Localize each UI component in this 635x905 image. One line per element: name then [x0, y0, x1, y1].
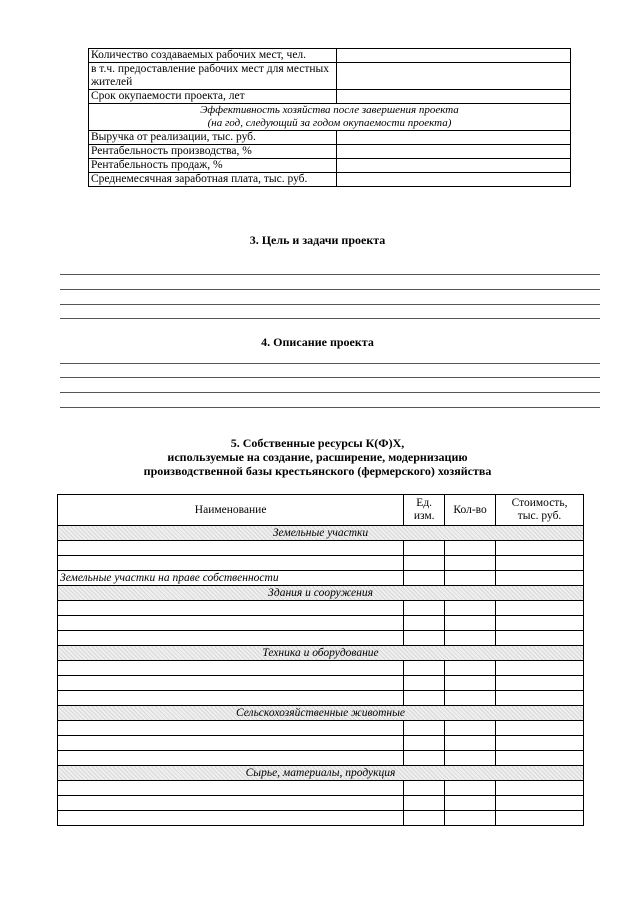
cell[interactable]: [496, 691, 584, 706]
cell[interactable]: [496, 571, 584, 586]
section-label: Земельные участки: [58, 526, 584, 541]
efficiency-subtitle: (на год, следующий за годом окупаемости проекта): [207, 117, 452, 129]
cell[interactable]: [58, 796, 404, 811]
cell[interactable]: [58, 811, 404, 826]
table-row: [89, 145, 571, 159]
cell[interactable]: [445, 796, 496, 811]
land-owned-label: Земельные участки на праве собственности: [58, 571, 404, 586]
indicator-value[interactable]: [337, 49, 571, 63]
indicator-label: в т.ч. предоставление рабочих мест для местных жителей: [89, 63, 337, 90]
writing-line[interactable]: [60, 289, 600, 290]
cell[interactable]: [58, 541, 404, 556]
cell[interactable]: [58, 601, 404, 616]
cell[interactable]: [404, 676, 445, 691]
cell[interactable]: [58, 631, 404, 646]
cell[interactable]: [58, 556, 404, 571]
indicator-label: Рентабельность продаж, %: [89, 159, 337, 173]
section-label: Сырье, материалы, продукция: [58, 766, 584, 781]
cell[interactable]: [496, 721, 584, 736]
cell[interactable]: [404, 541, 445, 556]
cell[interactable]: [404, 631, 445, 646]
col-header-unit-line: изм.: [413, 510, 435, 522]
table-row: [58, 691, 584, 706]
table-row: [58, 781, 584, 796]
table-row: [58, 556, 584, 571]
section-label: Сельскохозяйственные животные: [58, 706, 584, 721]
cell[interactable]: [404, 736, 445, 751]
section5-title: [0, 436, 635, 478]
cell[interactable]: [404, 601, 445, 616]
table-row: [89, 159, 571, 173]
cell[interactable]: [404, 556, 445, 571]
indicator-label: Срок окупаемости проекта, лет: [89, 90, 337, 104]
cell[interactable]: [445, 601, 496, 616]
table-row: [58, 751, 584, 766]
cell[interactable]: [445, 616, 496, 631]
table-row: [89, 90, 571, 104]
writing-line[interactable]: [60, 392, 600, 393]
indicator-value[interactable]: [337, 90, 571, 104]
section-row-buildings: [58, 586, 584, 601]
col-header-name: Наименование: [58, 495, 404, 526]
table-row: [58, 631, 584, 646]
cell[interactable]: [445, 751, 496, 766]
indicator-value[interactable]: [337, 131, 571, 145]
cell[interactable]: [404, 571, 445, 586]
indicator-label: Среднемесячная заработная плата, тыс. руб.: [89, 173, 337, 187]
section-row-animals: [58, 706, 584, 721]
col-header-unit: [404, 495, 445, 526]
cell[interactable]: [58, 616, 404, 631]
cell[interactable]: [404, 781, 445, 796]
indicator-value[interactable]: [337, 63, 571, 90]
cell[interactable]: [445, 811, 496, 826]
efficiency-title: Эффективность хозяйства после завершения проекта: [200, 104, 459, 116]
table-header-row: [58, 495, 584, 526]
cell[interactable]: [58, 781, 404, 796]
table-row: [58, 811, 584, 826]
cell[interactable]: [445, 676, 496, 691]
table-row: [58, 796, 584, 811]
col-header-cost: [496, 495, 584, 526]
section-row-land: [58, 526, 584, 541]
table-row: [89, 131, 571, 145]
table-row: [89, 173, 571, 187]
cell[interactable]: [58, 751, 404, 766]
table-row: [58, 721, 584, 736]
cell[interactable]: [496, 661, 584, 676]
cell[interactable]: [496, 751, 584, 766]
cell[interactable]: [496, 796, 584, 811]
cell[interactable]: [445, 571, 496, 586]
indicator-label: Количество создаваемых рабочих мест, чел.: [89, 49, 337, 63]
table-row: [58, 661, 584, 676]
writing-line[interactable]: [60, 274, 600, 275]
col-header-cost-line: Стоимость,: [511, 497, 568, 509]
cell[interactable]: [445, 661, 496, 676]
section3-title: 3. Цель и задачи проекта: [249, 233, 386, 247]
cell[interactable]: [496, 616, 584, 631]
cell[interactable]: [496, 541, 584, 556]
cell[interactable]: [58, 691, 404, 706]
section-row-equipment: [58, 646, 584, 661]
section-label: Здания и сооружения: [58, 586, 584, 601]
section5-title-line: используемые на создание, расширение, модернизацию: [167, 450, 468, 464]
indicator-value[interactable]: [337, 173, 571, 187]
col-header-unit-line: Ед.: [416, 497, 433, 509]
cell[interactable]: [496, 631, 584, 646]
writing-line[interactable]: [60, 363, 600, 364]
cell[interactable]: [404, 691, 445, 706]
col-header-cost-line: тыс. руб.: [517, 510, 562, 522]
cell[interactable]: [404, 751, 445, 766]
cell[interactable]: [404, 796, 445, 811]
cell[interactable]: [496, 811, 584, 826]
cell[interactable]: [58, 661, 404, 676]
cell[interactable]: [496, 781, 584, 796]
cell[interactable]: [445, 556, 496, 571]
table-row: [89, 49, 571, 63]
cell[interactable]: [404, 811, 445, 826]
table-row: [58, 676, 584, 691]
indicator-value[interactable]: [337, 159, 571, 173]
indicator-label: Выручка от реализации, тыс. руб.: [89, 131, 337, 145]
table-row: [58, 601, 584, 616]
efficiency-header: [89, 104, 571, 131]
indicator-value[interactable]: [337, 145, 571, 159]
section5-title-line: производственной базы крестьянского (фермерского) хозяйства: [143, 464, 492, 478]
project-indicators-table: [88, 48, 571, 187]
cell[interactable]: [496, 601, 584, 616]
section-row-materials: [58, 766, 584, 781]
cell[interactable]: [445, 781, 496, 796]
writing-line[interactable]: [60, 304, 600, 305]
table-row: [89, 63, 571, 90]
cell[interactable]: [496, 676, 584, 691]
writing-line[interactable]: [60, 407, 600, 408]
cell[interactable]: [404, 661, 445, 676]
cell[interactable]: [445, 541, 496, 556]
cell[interactable]: [445, 721, 496, 736]
col-header-qty: Кол-во: [445, 495, 496, 526]
cell[interactable]: [496, 556, 584, 571]
cell[interactable]: [58, 736, 404, 751]
cell[interactable]: [58, 721, 404, 736]
table-row: [58, 571, 584, 586]
table-row: [58, 736, 584, 751]
own-resources-table: [57, 494, 584, 826]
cell[interactable]: [58, 676, 404, 691]
table-row: [58, 541, 584, 556]
indicator-label: Рентабельность производства, %: [89, 145, 337, 159]
cell[interactable]: [445, 691, 496, 706]
cell[interactable]: [496, 736, 584, 751]
efficiency-header-row: [89, 104, 571, 131]
cell[interactable]: [404, 616, 445, 631]
cell[interactable]: [404, 721, 445, 736]
section-label: Техника и оборудование: [58, 646, 584, 661]
section5-title-line: 5. Собственные ресурсы К(Ф)Х,: [230, 436, 405, 450]
table-row: [58, 616, 584, 631]
cell[interactable]: [445, 736, 496, 751]
writing-line[interactable]: [60, 318, 600, 319]
section4-title: 4. Описание проекта: [261, 335, 374, 349]
cell[interactable]: [445, 631, 496, 646]
writing-line[interactable]: [60, 377, 600, 378]
